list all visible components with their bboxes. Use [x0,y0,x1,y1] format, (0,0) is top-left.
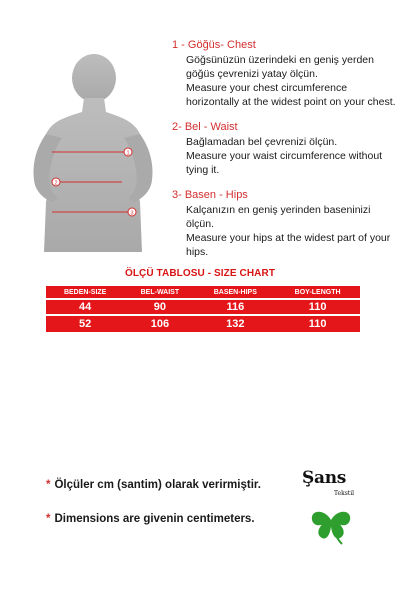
size-chart-table [46,286,360,332]
brand-name: Şans [302,468,347,488]
table-cell: 90 [124,300,195,316]
table-cell: 52 [46,316,124,332]
table-cell: 110 [275,300,360,316]
note-en-text: Dimensions are givenin centimeters. [54,513,255,525]
table-cell: 106 [124,316,195,332]
table-cell: 44 [46,300,124,316]
marker-waist: 2 [54,180,58,187]
measure-chest-tr: Göğsünüzün üzerindeki en geniş yerden göğüs çevrenizi yatay ölçün. [186,54,377,80]
measure-chest [172,38,398,109]
table-row [46,316,360,332]
header-length: BOY-LENGTH [275,286,360,300]
table-cell: 110 [275,316,360,332]
measurement-instructions [172,38,398,270]
size-chart-title: ÖLÇÜ TABLOSU - SIZE CHART [124,268,276,279]
note-tr-text: Ölçüler cm (santim) olarak verirmiştir. [54,479,261,491]
header-size: BEDEN-SIZE [46,286,124,300]
marker-hips: 3 [130,210,134,217]
measure-hips-tr: Kalçanızın en geniş yerinden baseninizi ölçün. [186,204,374,230]
measure-waist-tr: Bağlamadan bel çevrenizi ölçün. [186,136,338,148]
measure-waist-heading: 2- Bel - Waist [172,121,238,133]
measure-waist [172,120,398,177]
measure-waist-en: Measure your waist circumference without tying it. [186,150,385,176]
table-header-row [46,286,360,300]
measure-hips-heading: 3- Basen - Hips [172,189,248,201]
marker-chest: 1 [126,150,130,157]
note-tr [46,477,261,511]
brand-logo [296,466,366,546]
measure-chest-heading: 1 - Göğüs- Chest [172,39,256,51]
header-waist: BEL-WAIST [124,286,195,300]
table-row [46,300,360,316]
measure-hips [172,188,398,259]
measure-chest-en: Measure your chest circumference horizontally at the widest point on your chest. [186,82,396,108]
brand-sub: Tekstil [334,490,355,497]
header-hips: BASEN-HIPS [195,286,275,300]
note-en [46,511,261,545]
clover-icon [306,498,356,546]
notes [46,477,261,545]
note-star: * [46,479,51,491]
table-cell: 116 [195,300,275,316]
body-silhouette [22,52,162,252]
table-cell: 132 [195,316,275,332]
note-star: * [46,513,51,525]
measure-hips-en: Measure your hips at the widest part of your hips. [186,232,394,258]
